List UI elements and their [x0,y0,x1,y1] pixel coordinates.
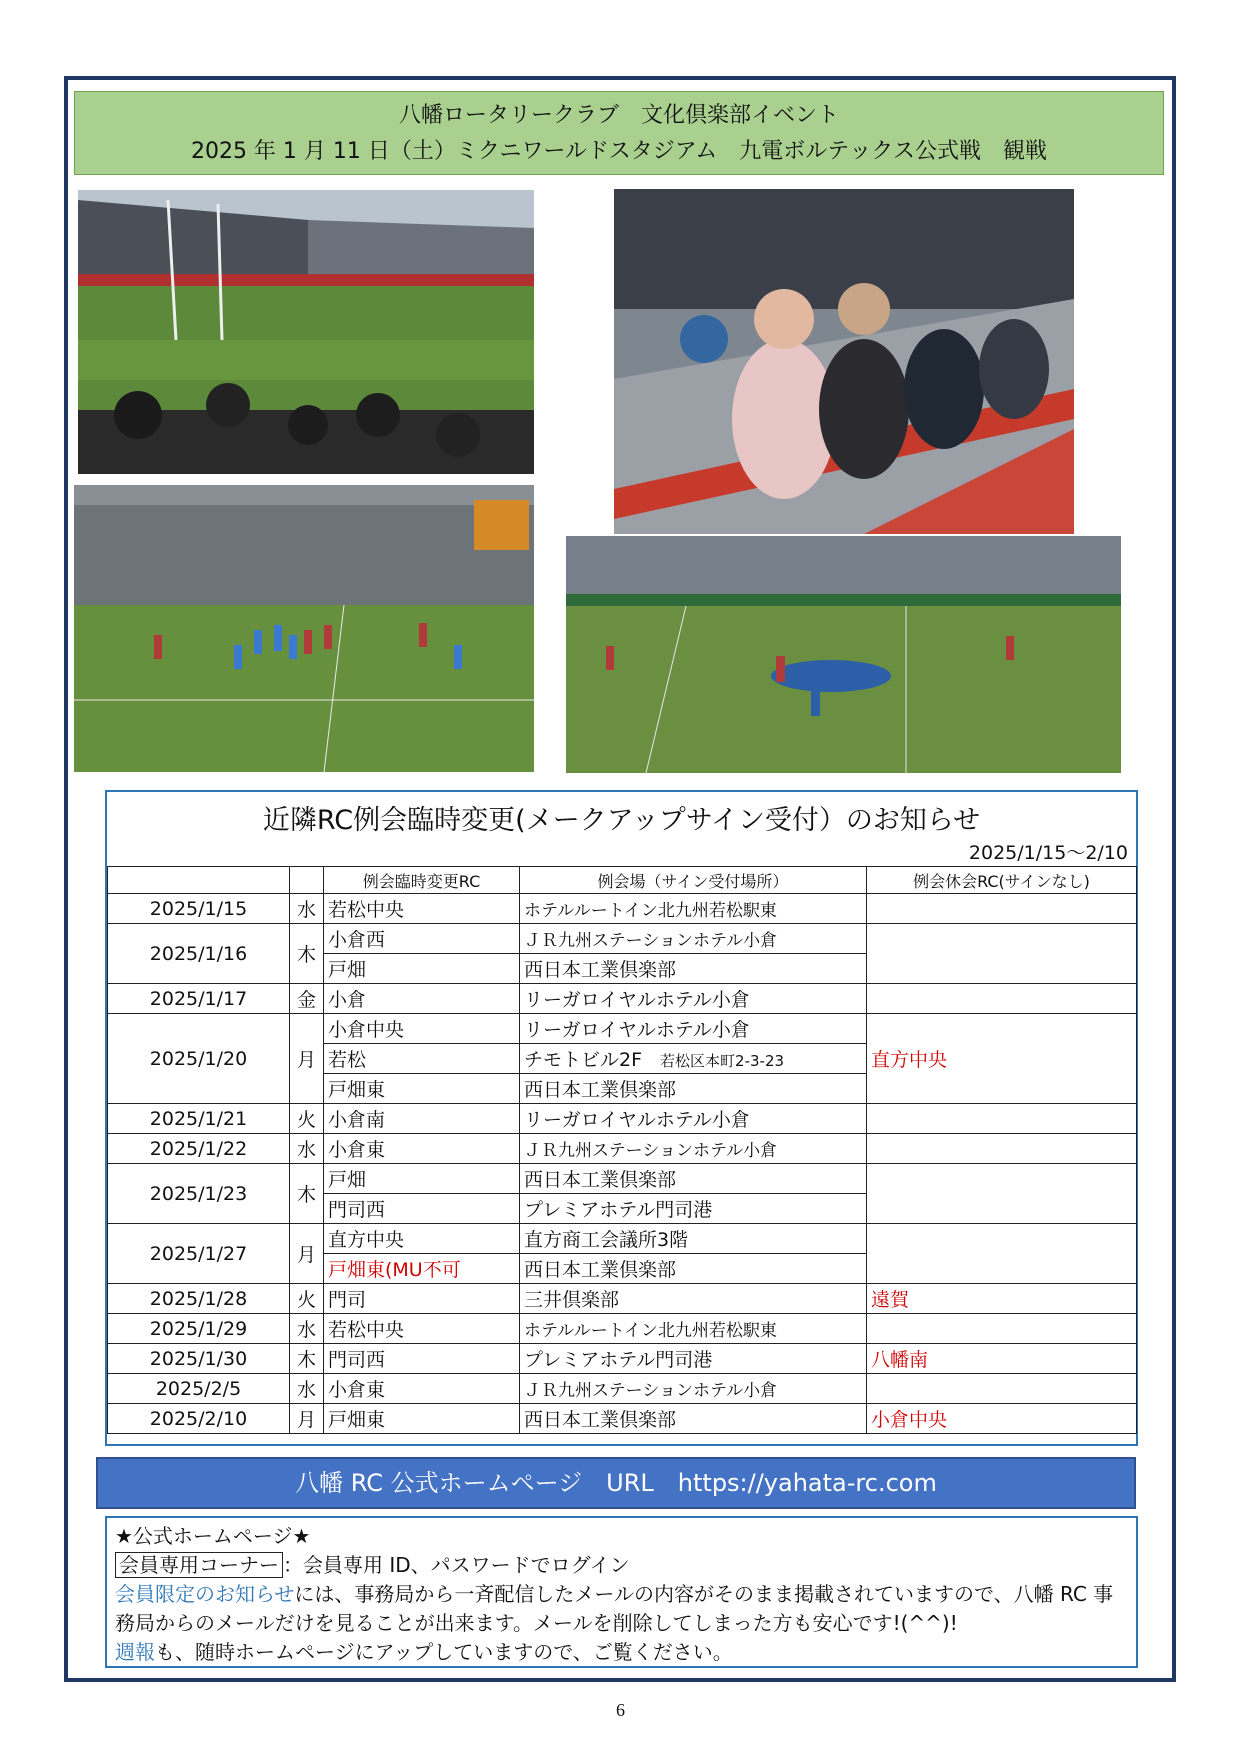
closed-rc-cell [867,1164,1137,1224]
notice-title: 近隣RC例会臨時変更(メークアップサイン受付）のお知らせ [262,805,981,836]
header-cell: 例会休会RC(サインなし) [867,867,1137,894]
rc-cell: 小倉西 [324,924,520,954]
page-number: 6 [616,1700,625,1720]
venue-cell: ホテルルートイン北九州若松駅東 [520,894,867,924]
rc-cell: 門司西 [324,1194,520,1224]
table-row [108,1314,1137,1344]
table-row [108,984,1137,1014]
closed-rc-cell [867,894,1137,924]
rc-cell: 門司西 [324,1344,520,1374]
venue-cell: 西日本工業倶楽部 [520,1074,867,1104]
table-row [108,1014,1137,1044]
venue-name: チモトビル2F [524,1049,643,1071]
weekday-cell: 木 [290,1164,324,1224]
venue-cell: 三井倶楽部 [520,1284,867,1314]
homepage-info [105,1516,1138,1668]
table-row [108,1134,1137,1164]
date-cell: 2025/1/16 [108,924,290,984]
rc-cell: 直方中央 [324,1224,520,1254]
weekly-report-line [115,1638,1128,1667]
date-cell: 2025/1/20 [108,1014,290,1104]
rc-cell: 戸畑 [324,954,520,984]
rc-cell: 若松中央 [324,1314,520,1344]
rugby-scrum-photo [566,536,1121,773]
venue-cell: ホテルルートイン北九州若松駅東 [520,1314,867,1344]
venue-cell: 西日本工業倶楽部 [520,1254,867,1284]
members-notice-text: には、事務局から一斉配信したメールの内容がそのまま掲載されていますので、八幡 RC 事務局からのメールだけを見ることが出来ます。メールを削除してしまった方も安心です!(^^)! [115,1582,1114,1635]
date-cell: 2025/1/27 [108,1224,290,1284]
members-notice-paragraph [115,1580,1128,1638]
homepage-url-text[interactable]: 八幡 RC 公式ホームページ URL https://yahata-rc.com [295,1469,937,1497]
notice-date-range: 2025/1/15～2/10 [968,842,1128,864]
closed-rc-cell [867,984,1137,1014]
members-notice-label: 会員限定のお知らせ [115,1582,295,1606]
weekly-report-label: 週報 [115,1640,155,1664]
table-row [108,1284,1137,1314]
members-corner-line [115,1551,1128,1580]
date-cell: 2025/1/22 [108,1134,290,1164]
event-title: 八幡ロータリークラブ 文化倶楽部イベント [398,103,839,128]
closed-rc-cell: 小倉中央 [867,1404,1137,1434]
closed-rc-cell: 直方中央 [867,1014,1137,1104]
date-cell: 2025/2/10 [108,1404,290,1434]
date-cell: 2025/2/5 [108,1374,290,1404]
rc-cell: 小倉東 [324,1134,520,1164]
weekly-report-text: も、随時ホームページにアップしていますので、ご覧ください。 [155,1640,733,1664]
rc-cell: 戸畑東 [324,1404,520,1434]
table-row [108,1374,1137,1404]
date-cell: 2025/1/30 [108,1344,290,1374]
weekday-cell: 水 [290,1134,324,1164]
rc-cell-warning: 戸畑東(MU不可 [324,1254,520,1284]
weekday-cell: 木 [290,1344,324,1374]
table-row [108,894,1137,924]
weekday-cell: 月 [290,1404,324,1434]
venue-cell: 西日本工業倶楽部 [520,1164,867,1194]
rc-cell: 若松中央 [324,894,520,924]
weekday-cell: 水 [290,1314,324,1344]
table-row [108,1404,1137,1434]
rc-cell: 若松 [324,1044,520,1074]
venue-cell: ＪＲ九州ステーションホテル小倉 [520,1374,867,1404]
closed-rc-cell [867,924,1137,984]
rc-cell: 戸畑東 [324,1074,520,1104]
date-cell: 2025/1/17 [108,984,290,1014]
members-corner-label: 会員専用コーナー [115,1552,283,1578]
stadium-field-photo [78,190,534,474]
venue-cell: 西日本工業倶楽部 [520,1404,867,1434]
date-cell: 2025/1/28 [108,1284,290,1314]
weekday-cell: 水 [290,1374,324,1404]
venue-cell: リーガロイヤルホテル小倉 [520,1014,867,1044]
table-row [108,924,1137,954]
closed-rc-cell [867,1374,1137,1404]
date-cell: 2025/1/29 [108,1314,290,1344]
rc-cell: 小倉東 [324,1374,520,1404]
weekday-cell: 金 [290,984,324,1014]
venue-cell: 直方商工会議所3階 [520,1224,867,1254]
makeup-notice [105,790,1138,1446]
venue-cell: ＪＲ九州ステーションホテル小倉 [520,924,867,954]
venue-cell: プレミアホテル門司港 [520,1194,867,1224]
weekday-cell: 月 [290,1014,324,1104]
rugby-lineout-photo [74,485,534,772]
rc-cell: 小倉南 [324,1104,520,1134]
table-row [108,1104,1137,1134]
closed-rc-cell: 八幡南 [867,1344,1137,1374]
venue-cell: ＪＲ九州ステーションホテル小倉 [520,1134,867,1164]
header-cell: 例会臨時変更RC [324,867,520,894]
header-cell [108,867,290,894]
rc-cell: 小倉中央 [324,1014,520,1044]
rc-cell: 小倉 [324,984,520,1014]
members-in-stands-photo [614,189,1074,534]
venue-cell: リーガロイヤルホテル小倉 [520,984,867,1014]
rc-cell: 門司 [324,1284,520,1314]
weekday-cell: 月 [290,1224,324,1284]
closed-rc-cell [867,1134,1137,1164]
header-cell [290,867,324,894]
venue-cell: 西日本工業倶楽部 [520,954,867,984]
header-cell: 例会場（サイン受付場所） [520,867,867,894]
date-cell: 2025/1/21 [108,1104,290,1134]
closed-rc-cell: 遠賀 [867,1284,1137,1314]
rc-cell: 戸畑 [324,1164,520,1194]
date-cell: 2025/1/15 [108,894,290,924]
venue-address: 若松区本町2-3-23 [660,1052,785,1070]
table-row [108,1224,1137,1254]
weekday-cell: 火 [290,1104,324,1134]
table-row [108,1164,1137,1194]
weekday-cell: 火 [290,1284,324,1314]
weekday-cell: 水 [290,894,324,924]
schedule-table [107,866,1137,1434]
homepage-url-bar[interactable] [96,1457,1136,1509]
date-cell: 2025/1/23 [108,1164,290,1224]
venue-cell: リーガロイヤルホテル小倉 [520,1104,867,1134]
closed-rc-cell [867,1104,1137,1134]
venue-cell: プレミアホテル門司港 [520,1344,867,1374]
event-header [74,91,1164,175]
closed-rc-cell [867,1224,1137,1284]
weekday-cell: 木 [290,924,324,984]
closed-rc-cell [867,1314,1137,1344]
info-heading: ★公式ホームページ★ [115,1524,311,1548]
table-row [108,1344,1137,1374]
members-corner-text: ：会員専用 ID、パスワードでログイン [283,1553,630,1577]
event-subtitle: 2025 年 1 月 11 日（土）ミクニワールドスタジアム 九電ボルテックス公式戦 観戦 [190,139,1048,164]
venue-cell [520,1044,867,1074]
table-header-row [108,867,1137,894]
